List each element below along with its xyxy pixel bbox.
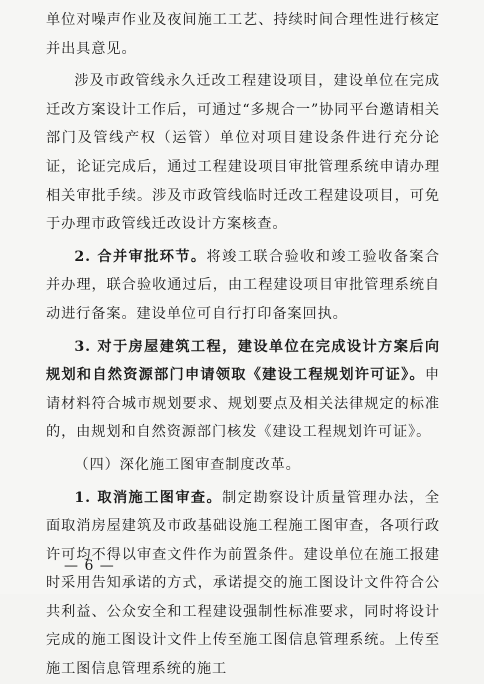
paragraph-text: 申请材料符合城市规划要求、规划要点及相关法律规定的标准的，由规划和自然资源部门核发《建设工程规划许可证》。 xyxy=(46,367,440,441)
paragraph xyxy=(46,6,440,63)
document-body xyxy=(46,6,440,684)
paragraph xyxy=(46,333,440,447)
subsection-title: （四）深化施工图审查制度改革。 xyxy=(74,456,301,473)
paragraph xyxy=(46,243,440,329)
section-heading: 2. 合并审批环节。 xyxy=(74,248,207,265)
paragraph-text: 制定勘察设计质量管理办法，全面取消房屋建筑及市政基础设施工程施工图审查，各项行政许可均不得以审查文件作为前置条件。建设单位在施工报建时采用告知承诺的方式，承诺提交的施工图设计文件符合公共利益、公众安全和工程建设强制性标准要求，同时将设计完成的施工图设计文件上传至施工图信息管理系统。上传至施工图信息管理系统的施工 xyxy=(46,489,440,678)
paragraph xyxy=(46,484,440,684)
page-number: — 6 — xyxy=(64,558,115,574)
paragraph xyxy=(46,67,440,239)
section-heading: 1. 取消施工图审查。 xyxy=(74,489,223,506)
paragraph-text: 将竣工联合验收和竣工验收备案合并办理，联合验收通过后，由工程建设项目审批管理系统自动进行备案。建设单位可自行打印备案回执。 xyxy=(46,248,440,322)
paragraph-text: 单位对噪声作业及夜间施工工艺、持续时间合理性进行核定并出具意见。 xyxy=(46,12,440,57)
section-heading: 3. 对于房屋建筑工程，建设单位在完成设计方案后向规划和自然资源部门申请领取《建设工程规划许可证》。 xyxy=(46,338,440,384)
paragraph xyxy=(46,451,440,480)
paragraph-text: 涉及市政管线永久迁改工程建设项目，建设单位在完成迁改方案设计工作后，可通过“多规合一”协同平台邀请相关部门及管线产权（运管）单位对项目建设条件进行充分论证，论证完成后，通过工程建设项目审批管理系统申请办理相关审批手续。涉及市政管线临时迁改工程建设项目，可免于办理市政管线迁改设计方案核查。 xyxy=(46,73,440,233)
